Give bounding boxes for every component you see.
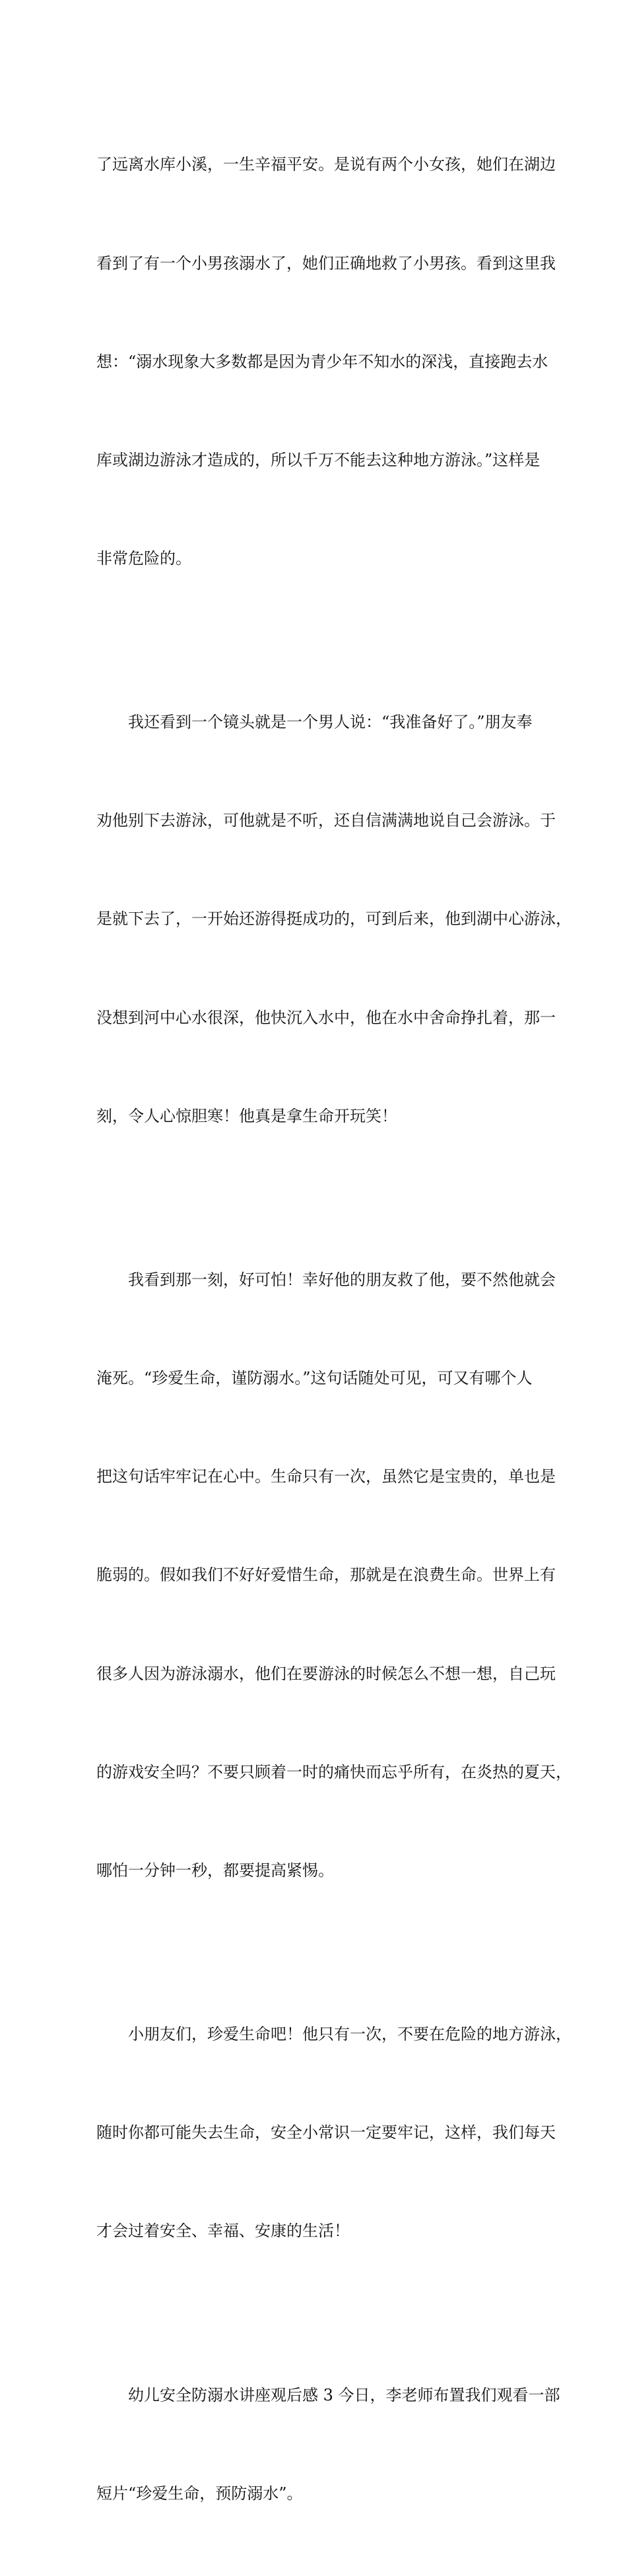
text-line: 的游戏安全吗？不要只顾着一时的痛快而忘乎所有，在炎热的夏天， bbox=[96, 1756, 552, 1789]
paragraph-1 bbox=[96, 83, 552, 641]
text-line: 我看到那一刻，好可怕！幸好他的朋友救了他，要不然他就会 bbox=[96, 1264, 552, 1297]
text-line: 才会过着安全、幸福、安康的生活！ bbox=[96, 2215, 552, 2248]
text-line: 随时你都可能失去生命，安全小常识一定要牢记，这样，我们每天 bbox=[96, 2117, 552, 2150]
paragraph-3 bbox=[96, 1199, 552, 1953]
text-line: 想：“溺水现象大多数都是因为青少年不知水的深浅，直接跑去水 bbox=[96, 346, 552, 379]
text-line: 脆弱的。假如我们不好好爱惜生命，那就是在浪费生命。世界上有 bbox=[96, 1559, 552, 1592]
text-line: 淹死。“珍爱生命，谨防溺水。”这句话随处可见，可又有哪个人 bbox=[96, 1362, 552, 1395]
text-line: 我还看到一个镜头就是一个男人说：“我准备好了。”朋友奉 bbox=[96, 706, 552, 739]
text-line: 很多人因为游泳溺水，他们在要游泳的时候怎么不想一想，自己玩 bbox=[96, 1658, 552, 1691]
text-line: 看到了有一个小男孩溺水了，她们正确地救了小男孩。看到这里我 bbox=[96, 248, 552, 281]
paragraph-2 bbox=[96, 641, 552, 1199]
text-line: 把这句话牢牢记在心中。生命只有一次，虽然它是宝贵的，单也是 bbox=[96, 1461, 552, 1494]
text-line: 刻，令人心惊胆寒！他真是拿生命开玩笑！ bbox=[96, 1100, 552, 1133]
text-line: 劝他别下去游泳，可他就是不听，还自信满满地说自己会游泳。于 bbox=[96, 805, 552, 838]
paragraph-5 bbox=[96, 2314, 552, 2576]
document-page bbox=[0, 0, 627, 887]
text-line: 哪怕一分钟一秒，都要提高紧惕。 bbox=[96, 1855, 552, 1888]
text-line: 没想到河中心水很深，他快沉入水中，他在水中舍命挣扎着，那一 bbox=[96, 1002, 552, 1035]
paragraph-4 bbox=[96, 1953, 552, 2314]
text-line: 幼儿安全防溺水讲座观后感 3 今日，李老师布置我们观看一部 bbox=[96, 2379, 552, 2412]
text-line: 非常危险的。 bbox=[96, 543, 552, 576]
text-line: 库或湖边游泳才造成的，所以千万不能去这种地方游泳。”这样是 bbox=[96, 444, 552, 477]
text-line: 了远离水库小溪，一生辛福平安。是说有两个小女孩，她们在湖边 bbox=[96, 149, 552, 182]
text-line: 是就下去了，一开始还游得挺成功的，可到后来，他到湖中心游泳， bbox=[96, 903, 552, 936]
text-line: 小朋友们，珍爱生命吧！他只有一次，不要在危险的地方游泳， bbox=[96, 2018, 552, 2051]
text-line: 短片“珍爱生命，预防溺水”。 bbox=[96, 2478, 552, 2511]
document-body bbox=[96, 83, 552, 2576]
